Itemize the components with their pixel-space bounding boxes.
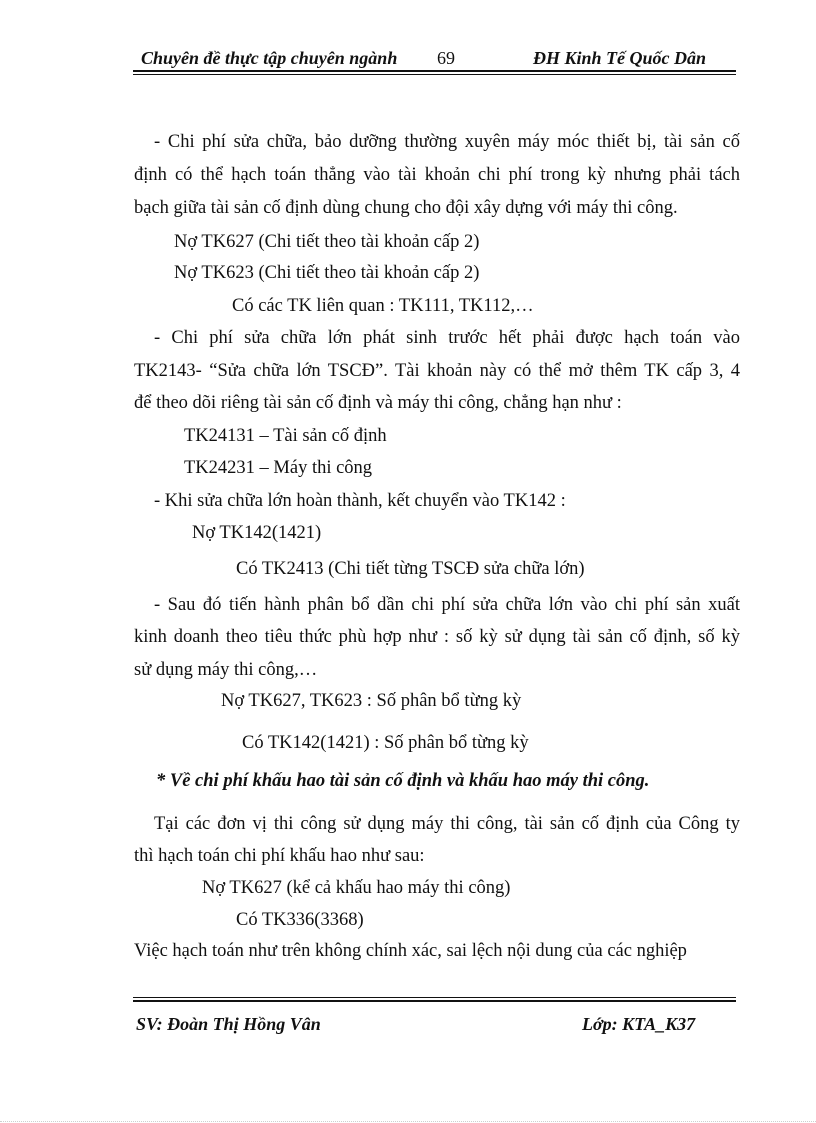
- journal-entry: Nợ TK627 (Chi tiết theo tài khoản cấp 2): [174, 232, 480, 252]
- journal-entry: Có TK2413 (Chi tiết từng TSCĐ sửa chữa lớn): [236, 559, 585, 579]
- section-heading: * Về chi phí khấu hao tài sản cố định và khấu hao máy thi công.: [156, 771, 650, 791]
- paragraph-line: bạch giữa tài sản cố định dùng chung cho đội xây dựng với máy thi công.: [134, 198, 678, 218]
- paragraph-line: TK2143- “Sửa chữa lớn TSCĐ”. Tài khoản này có thể mở thêm TK cấp 3, 4: [134, 361, 740, 381]
- header-university: ĐH Kinh Tế Quốc Dân: [532, 48, 706, 68]
- page-header: [133, 46, 736, 72]
- paragraph-line: để theo dõi riêng tài sản cố định và máy thi công, chẳng hạn như :: [134, 393, 622, 413]
- header-rule: [133, 70, 736, 72]
- journal-entry: Nợ TK623 (Chi tiết theo tài khoản cấp 2): [174, 263, 480, 283]
- paragraph-line: - Chi phí sửa chữa, bảo dưỡng thường xuyên máy móc thiết bị, tài sản cố: [154, 132, 740, 152]
- student-name: SV: Đoàn Thị Hồng Vân: [136, 1014, 321, 1034]
- class-code: Lớp: KTA_K37: [582, 1014, 696, 1034]
- journal-entry: Nợ TK142(1421): [192, 523, 322, 543]
- account-item: TK24231 – Máy thi công: [184, 458, 373, 478]
- journal-entry: Nợ TK627 (kể cả khấu hao máy thi công): [202, 878, 511, 898]
- paragraph-line: Việc hạch toán như trên không chính xác, sai lệch nội dung của các nghiệp: [134, 941, 687, 961]
- header-title: Chuyên đề thực tập chuyên ngành: [141, 48, 398, 68]
- paragraph-line: - Chi phí sửa chữa lớn phát sinh trước hết phải được hạch toán vào: [154, 328, 740, 348]
- account-item: TK24131 – Tài sản cố định: [184, 426, 387, 446]
- paragraph-line: sử dụng máy thi công,…: [134, 660, 318, 680]
- header-rule-thin: [133, 74, 736, 75]
- footer-rule-thin: [133, 997, 736, 998]
- journal-entry: Có các TK liên quan : TK111, TK112,…: [232, 296, 534, 316]
- journal-entry: Có TK336(3368): [236, 910, 364, 930]
- paragraph-line: kinh doanh theo tiêu thức phù hợp như : số kỳ sử dụng tài sản cố định, số kỳ: [134, 627, 740, 647]
- paragraph-line: Tại các đơn vị thi công sử dụng máy thi công, tài sản cố định của Công ty: [154, 814, 740, 834]
- paragraph-line: định có thể hạch toán thẳng vào tài khoản chi phí trong kỳ nhưng phải tách: [134, 165, 740, 185]
- journal-entry: Có TK142(1421) : Số phân bổ từng kỳ: [242, 733, 529, 753]
- journal-entry: Nợ TK627, TK623 : Số phân bổ từng kỳ: [221, 691, 522, 711]
- page-number: 69: [437, 48, 455, 68]
- paragraph-line: thì hạch toán chi phí khấu hao như sau:: [134, 846, 425, 866]
- paragraph-line: - Sau đó tiến hành phân bổ dần chi phí sửa chữa lớn vào chi phí sản xuất: [154, 595, 740, 615]
- page-edge: [0, 1121, 816, 1122]
- paragraph-line: - Khi sửa chữa lớn hoàn thành, kết chuyển vào TK142 :: [154, 491, 566, 511]
- footer-rule: [133, 1000, 736, 1002]
